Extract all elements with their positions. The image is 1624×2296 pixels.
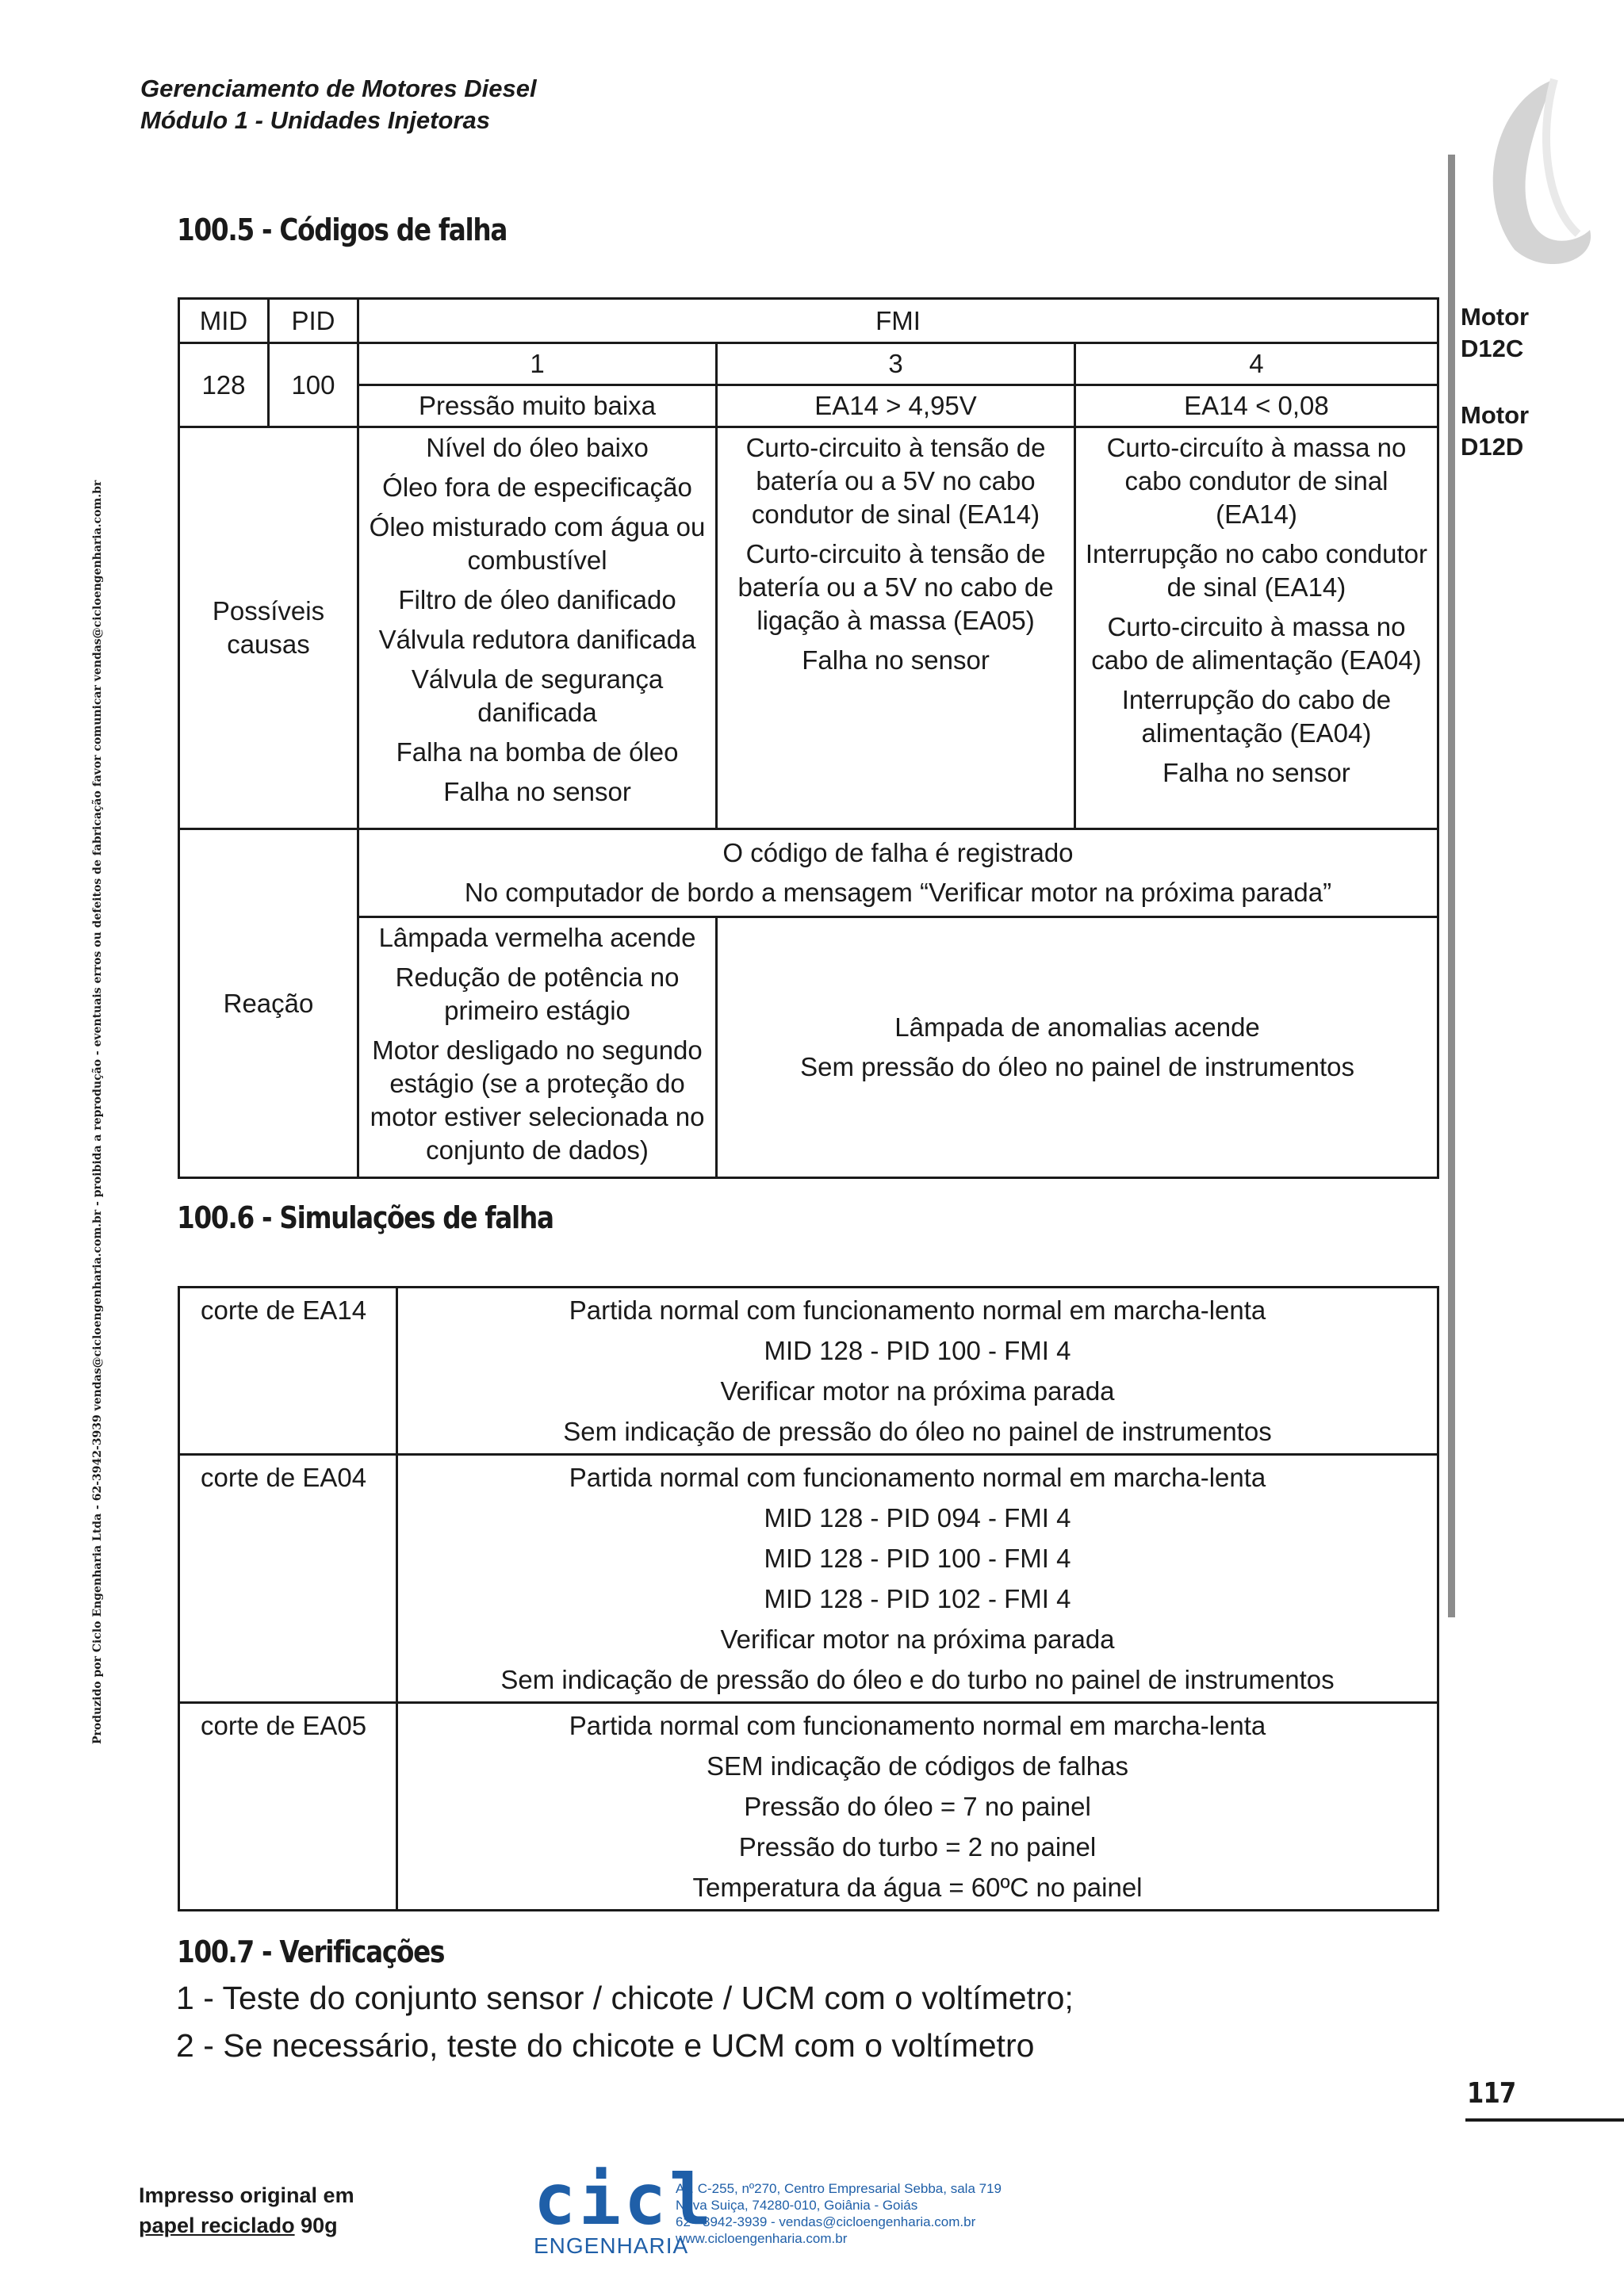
page-number: 117 <box>1467 2077 1516 2110</box>
reaction-fmi-1 <box>358 917 716 1178</box>
motor-tag-d12c: Motor D12C <box>1461 303 1530 362</box>
reaction-item: Lâmpada de anomalias acende <box>894 1012 1260 1042</box>
fmi-condition-4: EA14 < 0,08 <box>1074 385 1438 427</box>
cause-item: Interrupção do cabo de alimentação (EA04) <box>1121 685 1392 748</box>
address-line: www.cicloengenharia.com.br <box>676 2231 848 2246</box>
cause-item: Interrupção no cabo condutor de sinal (EA14) <box>1085 539 1428 602</box>
cause-item: Filtro de óleo danificado <box>398 585 676 614</box>
ciclo-swoosh-logo-icon <box>1459 71 1602 270</box>
effect-line: Pressão do óleo = 7 no painel <box>744 1792 1091 1821</box>
recycled-paper-note <box>139 2180 354 2241</box>
cause-item: Curto-circuito à tensão de batería ou a 5V no cabo condutor de sinal (EA14) <box>745 433 1046 529</box>
ciclo-brand-logo <box>534 2159 714 2259</box>
table-row <box>179 1455 1438 1703</box>
address-line: 62 - 3942-3939 - vendas@cicloengenharia.com.br <box>676 2214 976 2229</box>
section-title-checks: 100.7 - Verificações <box>177 1934 445 1969</box>
cause-item: Falha no sensor <box>802 645 990 675</box>
check-item: 2 - Se necessário, teste do chicote e UCM com o voltímetro <box>176 2027 1035 2064</box>
pid-value: 100 <box>268 343 358 427</box>
address-line: Nova Suiça, 74280-010, Goiânia - Goiás <box>676 2198 918 2213</box>
reaction-common-line: No computador de bordo a mensagem “Verificar motor na próxima parada” <box>464 878 1332 907</box>
reaction-item: Redução de potência no primeiro estágio <box>395 962 680 1025</box>
fmi-code-1: 1 <box>358 343 716 385</box>
effect-line: Verificar motor na próxima parada <box>720 1376 1115 1406</box>
cause-item: Válvula redutora danificada <box>378 625 696 654</box>
header-fmi: FMI <box>358 299 1438 343</box>
cause-item: Curto-circuito à tensão de batería ou a 5V no cabo de ligação à massa (EA05) <box>737 539 1054 635</box>
effect-line: MID 128 - PID 102 - FMI 4 <box>764 1584 1071 1613</box>
motor-tag-d12d: Motor D12D <box>1461 401 1530 461</box>
cause-item: Nível do óleo baixo <box>426 433 649 462</box>
fmi-code-3: 3 <box>717 343 1075 385</box>
fmi-code-4: 4 <box>1074 343 1438 385</box>
check-item: 1 - Teste do conjunto sensor / chicote / UCM com o voltímetro; <box>176 1980 1074 2016</box>
effect-line: Verificar motor na próxima parada <box>720 1624 1115 1654</box>
section-title-simulations: 100.6 - Simulações de falha <box>177 1200 553 1235</box>
fmi-condition-1: Pressão muito baixa <box>358 385 716 427</box>
table-row <box>179 1703 1438 1911</box>
effect-line: MID 128 - PID 100 - FMI 4 <box>764 1336 1071 1365</box>
fmi-condition-3: EA14 > 4,95V <box>717 385 1075 427</box>
header-pid: PID <box>268 299 358 343</box>
header-line-2: Módulo 1 - Unidades Injetoras <box>140 106 490 134</box>
fault-codes-table <box>178 297 1439 1179</box>
effect-line: Pressão do turbo = 2 no painel <box>738 1832 1097 1862</box>
causes-fmi-1 <box>358 427 716 829</box>
simulation-effects <box>397 1288 1438 1455</box>
cause-item: Óleo misturado com água ou combustível <box>369 512 706 575</box>
vertical-copyright-notice: Produzido por Ciclo Engenharia Ltda - 62-3942-3939 vendas@cicloengenharia.com.br - proibida a reprodução - eventuais erros ou defeitos de fabricação favor comunicar vendas@cicloengenharia.com.br <box>91 480 104 1744</box>
reaction-item: Sem pressão do óleo no painel de instrumentos <box>800 1052 1355 1081</box>
effect-line: Partida normal com funcionamento normal em marcha-lenta <box>569 1295 1266 1325</box>
cause-item: Falha no sensor <box>443 777 631 806</box>
simulation-label: corte de EA05 <box>179 1703 397 1911</box>
table-row <box>179 1288 1438 1455</box>
checks-list <box>176 1974 1074 2069</box>
effect-line: Partida normal com funcionamento normal em marcha-lenta <box>569 1711 1266 1740</box>
effect-line: MID 128 - PID 100 - FMI 4 <box>764 1544 1071 1573</box>
simulation-effects <box>397 1455 1438 1703</box>
reaction-common <box>358 829 1438 917</box>
cause-item: Válvula de segurança danificada <box>411 664 664 727</box>
reaction-fmi-3-4 <box>717 917 1438 1178</box>
header-line-1: Gerenciamento de Motores Diesel <box>140 75 537 102</box>
cause-item: Falha no sensor <box>1162 758 1350 787</box>
brand-subtitle: ENGENHARIA <box>534 2233 689 2258</box>
header-mid: MID <box>179 299 269 343</box>
recycled-note-line-2: papel reciclado 90g <box>139 2214 338 2237</box>
causes-label: Possíveis causas <box>179 427 358 829</box>
mid-value: 128 <box>179 343 269 427</box>
effect-line: Partida normal com funcionamento normal em marcha-lenta <box>569 1463 1266 1492</box>
address-line: Av. C-255, nº270, Centro Empresarial Sebba, sala 719 <box>676 2181 1002 2196</box>
motor-tags <box>1461 301 1529 498</box>
cause-item: Curto-circuíto à massa no cabo condutor de sinal (EA14) <box>1106 433 1407 529</box>
company-address <box>676 2180 1002 2247</box>
simulation-label: corte de EA04 <box>179 1455 397 1703</box>
causes-fmi-4 <box>1074 427 1438 829</box>
causes-fmi-3 <box>717 427 1075 829</box>
cause-item: Curto-circuito à massa no cabo de alimentação (EA04) <box>1091 612 1422 675</box>
effect-line: Temperatura da água = 60ºC no painel <box>692 1873 1143 1902</box>
cause-item: Falha na bomba de óleo <box>396 737 679 767</box>
simulations-table <box>178 1286 1439 1911</box>
cause-item: Óleo fora de especificação <box>382 473 692 502</box>
brand-wordmark: cicl <box>534 2168 676 2232</box>
side-margin-bar <box>1448 155 1455 1617</box>
effect-line: SEM indicação de códigos de falhas <box>707 1751 1128 1781</box>
simulation-effects <box>397 1703 1438 1911</box>
reaction-item: Lâmpada vermelha acende <box>378 923 696 952</box>
simulation-label: corte de EA14 <box>179 1288 397 1455</box>
page-number-rule <box>1465 2118 1624 2122</box>
reaction-label: Reação <box>179 829 358 1178</box>
effect-line: MID 128 - PID 094 - FMI 4 <box>764 1503 1071 1533</box>
effect-line: Sem indicação de pressão do óleo e do turbo no painel de instrumentos <box>500 1665 1335 1694</box>
reaction-common-line: O código de falha é registrado <box>722 838 1074 867</box>
section-title-fault-codes: 100.5 - Códigos de falha <box>177 212 508 247</box>
effect-line: Sem indicação de pressão do óleo no painel de instrumentos <box>563 1417 1272 1446</box>
recycled-note-line-1: Impresso original em <box>139 2183 354 2207</box>
document-header <box>140 73 537 136</box>
reaction-item: Motor desligado no segundo estágio (se a proteção do motor estiver selecionada no conjunto de dados) <box>370 1035 705 1165</box>
